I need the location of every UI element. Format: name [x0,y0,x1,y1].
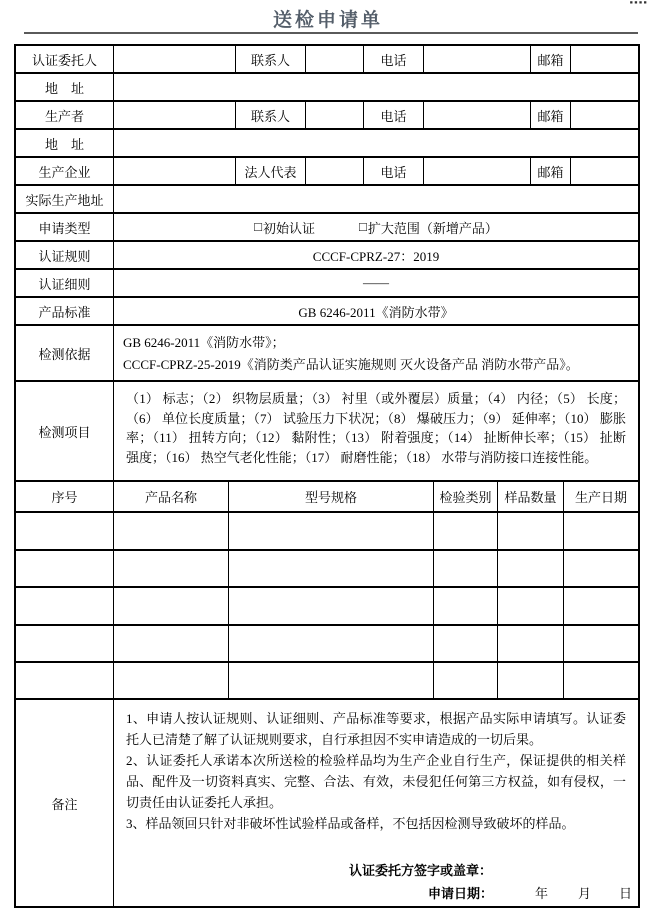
producer-row [16,102,638,130]
test-items-row [16,382,638,482]
applicant-address-field[interactable] [114,74,638,100]
product-cell-model[interactable] [229,513,434,549]
product-row-1 [16,513,638,551]
option-expand-scope-label: 扩大范围（新增产品） [367,220,498,236]
product-row-2 [16,551,638,588]
product-table-header [16,482,638,513]
product-cell-model[interactable] [229,588,434,624]
application-type-label: 申请类型 [16,214,114,240]
corner-logo-fragment: ▪▪▪▪ [629,0,648,6]
applicant-name-field[interactable] [114,46,236,72]
signature-label[interactable]: 认证委托方签字或盖章： [349,863,493,878]
application-type-options [254,218,498,237]
remarks-text [114,700,638,834]
application-date-line [428,883,632,902]
cert-rule-value: CCCF-CPRZ-27：2019 [312,248,440,264]
test-basis-row [16,326,638,382]
remarks-label: 备注 [16,700,114,906]
applicant-contact-field[interactable] [306,46,364,72]
product-cell-date[interactable] [564,513,638,549]
product-standard-row [16,298,638,326]
remarks-item-3: 3、样品领回只针对非破坏性试验样品或备样，不包括因检测导致破坏的样品。 [126,816,575,831]
product-cell-date[interactable] [564,663,638,698]
option-expand-scope[interactable] [359,218,498,237]
production-address-field[interactable] [114,186,638,212]
producer-address-row [16,130,638,158]
col-header-test-category: 检验类别 [434,482,498,511]
product-cell-model[interactable] [229,551,434,586]
manufacturer-label: 生产企业 [16,158,114,184]
product-cell-category[interactable] [434,663,498,698]
manufacturer-email-label: 邮箱 [531,158,571,184]
product-cell-name[interactable] [114,626,229,661]
product-cell-seq[interactable] [16,551,114,586]
manufacturer-email-field[interactable] [571,158,638,184]
test-basis-line2: CCCF-CPRZ-25-2019《消防类产品认证实施规则 灭火设备产品 消防水带产品》。 [123,357,579,372]
product-cell-seq[interactable] [16,513,114,549]
applicant-phone-label: 电话 [364,46,424,72]
producer-contact-field[interactable] [306,102,364,128]
product-standard-value: GB 6246-2011《消防水带》 [298,304,454,320]
manufacturer-row [16,158,638,186]
product-row-3 [16,588,638,626]
product-cell-name[interactable] [114,663,229,698]
col-header-production-date: 生产日期 [574,490,627,505]
checkbox-icon[interactable]: □ [254,219,262,234]
product-standard-label: 产品标准 [16,298,114,324]
product-cell-name[interactable] [114,588,229,624]
product-row-4 [16,626,638,663]
day-label: 日 [619,886,633,901]
test-items-label: 检测项目 [16,382,114,480]
manufacturer-phone-label: 电话 [364,158,424,184]
applicant-address-label: 地 址 [16,74,114,100]
producer-label: 生产者 [16,102,114,128]
col-header-product-name: 产品名称 [114,482,229,511]
test-basis-line1: GB 6246-2011《消防水带》； [123,335,285,350]
col-header-sample-qty: 样品数量 [498,482,564,511]
product-cell-model[interactable] [229,663,434,698]
test-basis-value [114,326,589,376]
remarks-item-1: 1、申请人按认证规则、认证细则、产品标准等要求，根据产品实际申请填写。认证委托人已清楚了解了认证规则要求，自行承担因不实申请造成的一切后果。 [126,711,626,747]
applicant-address-row [16,74,638,102]
cert-detail-row [16,270,638,298]
product-cell-date[interactable] [564,626,638,661]
cert-detail-label: 认证细则 [16,270,114,296]
applicant-phone-field[interactable] [424,46,531,72]
product-cell-name[interactable] [114,551,229,586]
product-cell-qty[interactable] [498,513,564,549]
option-initial-certification[interactable] [254,218,315,237]
product-cell-qty[interactable] [498,551,564,586]
producer-phone-label: 电话 [364,102,424,128]
production-address-row [16,186,638,214]
applicant-contact-label: 联系人 [236,46,306,72]
product-cell-category[interactable] [434,551,498,586]
product-cell-date[interactable] [564,551,638,586]
title-underline [24,32,638,34]
producer-phone-field[interactable] [424,102,531,128]
option-initial-certification-label: 初始认证 [262,220,315,236]
remarks-item-2: 2、认证委托人承诺本次所送检的检验样品均为生产企业自行生产，保证提供的相关样品、配件及一切资料真实、完整、合法、有效，未侵犯任何第三方权益，如有侵权，一切责任由认证委托人承担。 [126,753,626,810]
product-cell-name[interactable] [114,513,229,549]
producer-address-field[interactable] [114,130,638,156]
test-basis-label: 检测依据 [16,326,114,380]
product-cell-seq[interactable] [16,588,114,624]
product-cell-seq[interactable] [16,626,114,661]
cert-detail-value: —— [363,275,389,290]
page-title: 送检申请单 [272,10,383,31]
applicant-row [16,46,638,74]
remarks-row [16,700,638,906]
cert-rule-row [16,242,638,270]
producer-email-label: 邮箱 [531,102,571,128]
legal-representative-field[interactable] [306,158,364,184]
manufacturer-name-field[interactable] [114,158,236,184]
producer-contact-label: 联系人 [236,102,306,128]
product-cell-category[interactable] [434,513,498,549]
product-cell-qty[interactable] [498,663,564,698]
application-type-row [16,214,638,242]
application-form-table [14,44,640,908]
product-cell-category[interactable] [434,626,498,661]
test-items-value: （1） 标志；（2） 织物层质量；（3） 衬里（或外覆层）质量；（4） 内径；（5） 长度；（6） 单位长度质量；（7） 试验压力下状况；（8） 爆破压力；（9） 延伸率；（10） 膨胀率；（11） 扭转方向；（12） 黏附性；（13） 附着强度；（14） 扯断伸长率；（15） 扯断强度；（16） 热空气老化性能；（17） 耐磨性能；（18） 水带与消防接口连接性能。 [126,391,626,465]
product-cell-model[interactable] [229,626,434,661]
applicant-label: 认证委托人 [16,46,114,72]
product-cell-category[interactable] [434,588,498,624]
production-address-label: 实际生产地址 [16,186,114,212]
applicant-email-label: 邮箱 [531,46,571,72]
legal-representative-label: 法人代表 [236,158,306,184]
producer-name-field[interactable] [114,102,236,128]
checkbox-icon[interactable]: □ [359,219,367,234]
col-header-seq: 序号 [16,482,114,511]
producer-email-field[interactable] [571,102,638,128]
application-date-label: 申请日期： [428,886,494,901]
producer-address-label: 地 址 [16,130,114,156]
year-label: 年 [535,886,549,901]
month-label: 月 [578,886,592,901]
product-cell-qty[interactable] [498,588,564,624]
col-header-model-spec: 型号规格 [229,482,434,511]
applicant-email-field[interactable] [571,46,638,72]
product-cell-seq[interactable] [16,663,114,698]
manufacturer-phone-field[interactable] [424,158,531,184]
product-cell-date[interactable] [564,588,638,624]
cert-rule-label: 认证规则 [16,242,114,268]
product-row-5 [16,663,638,700]
product-cell-qty[interactable] [498,626,564,661]
